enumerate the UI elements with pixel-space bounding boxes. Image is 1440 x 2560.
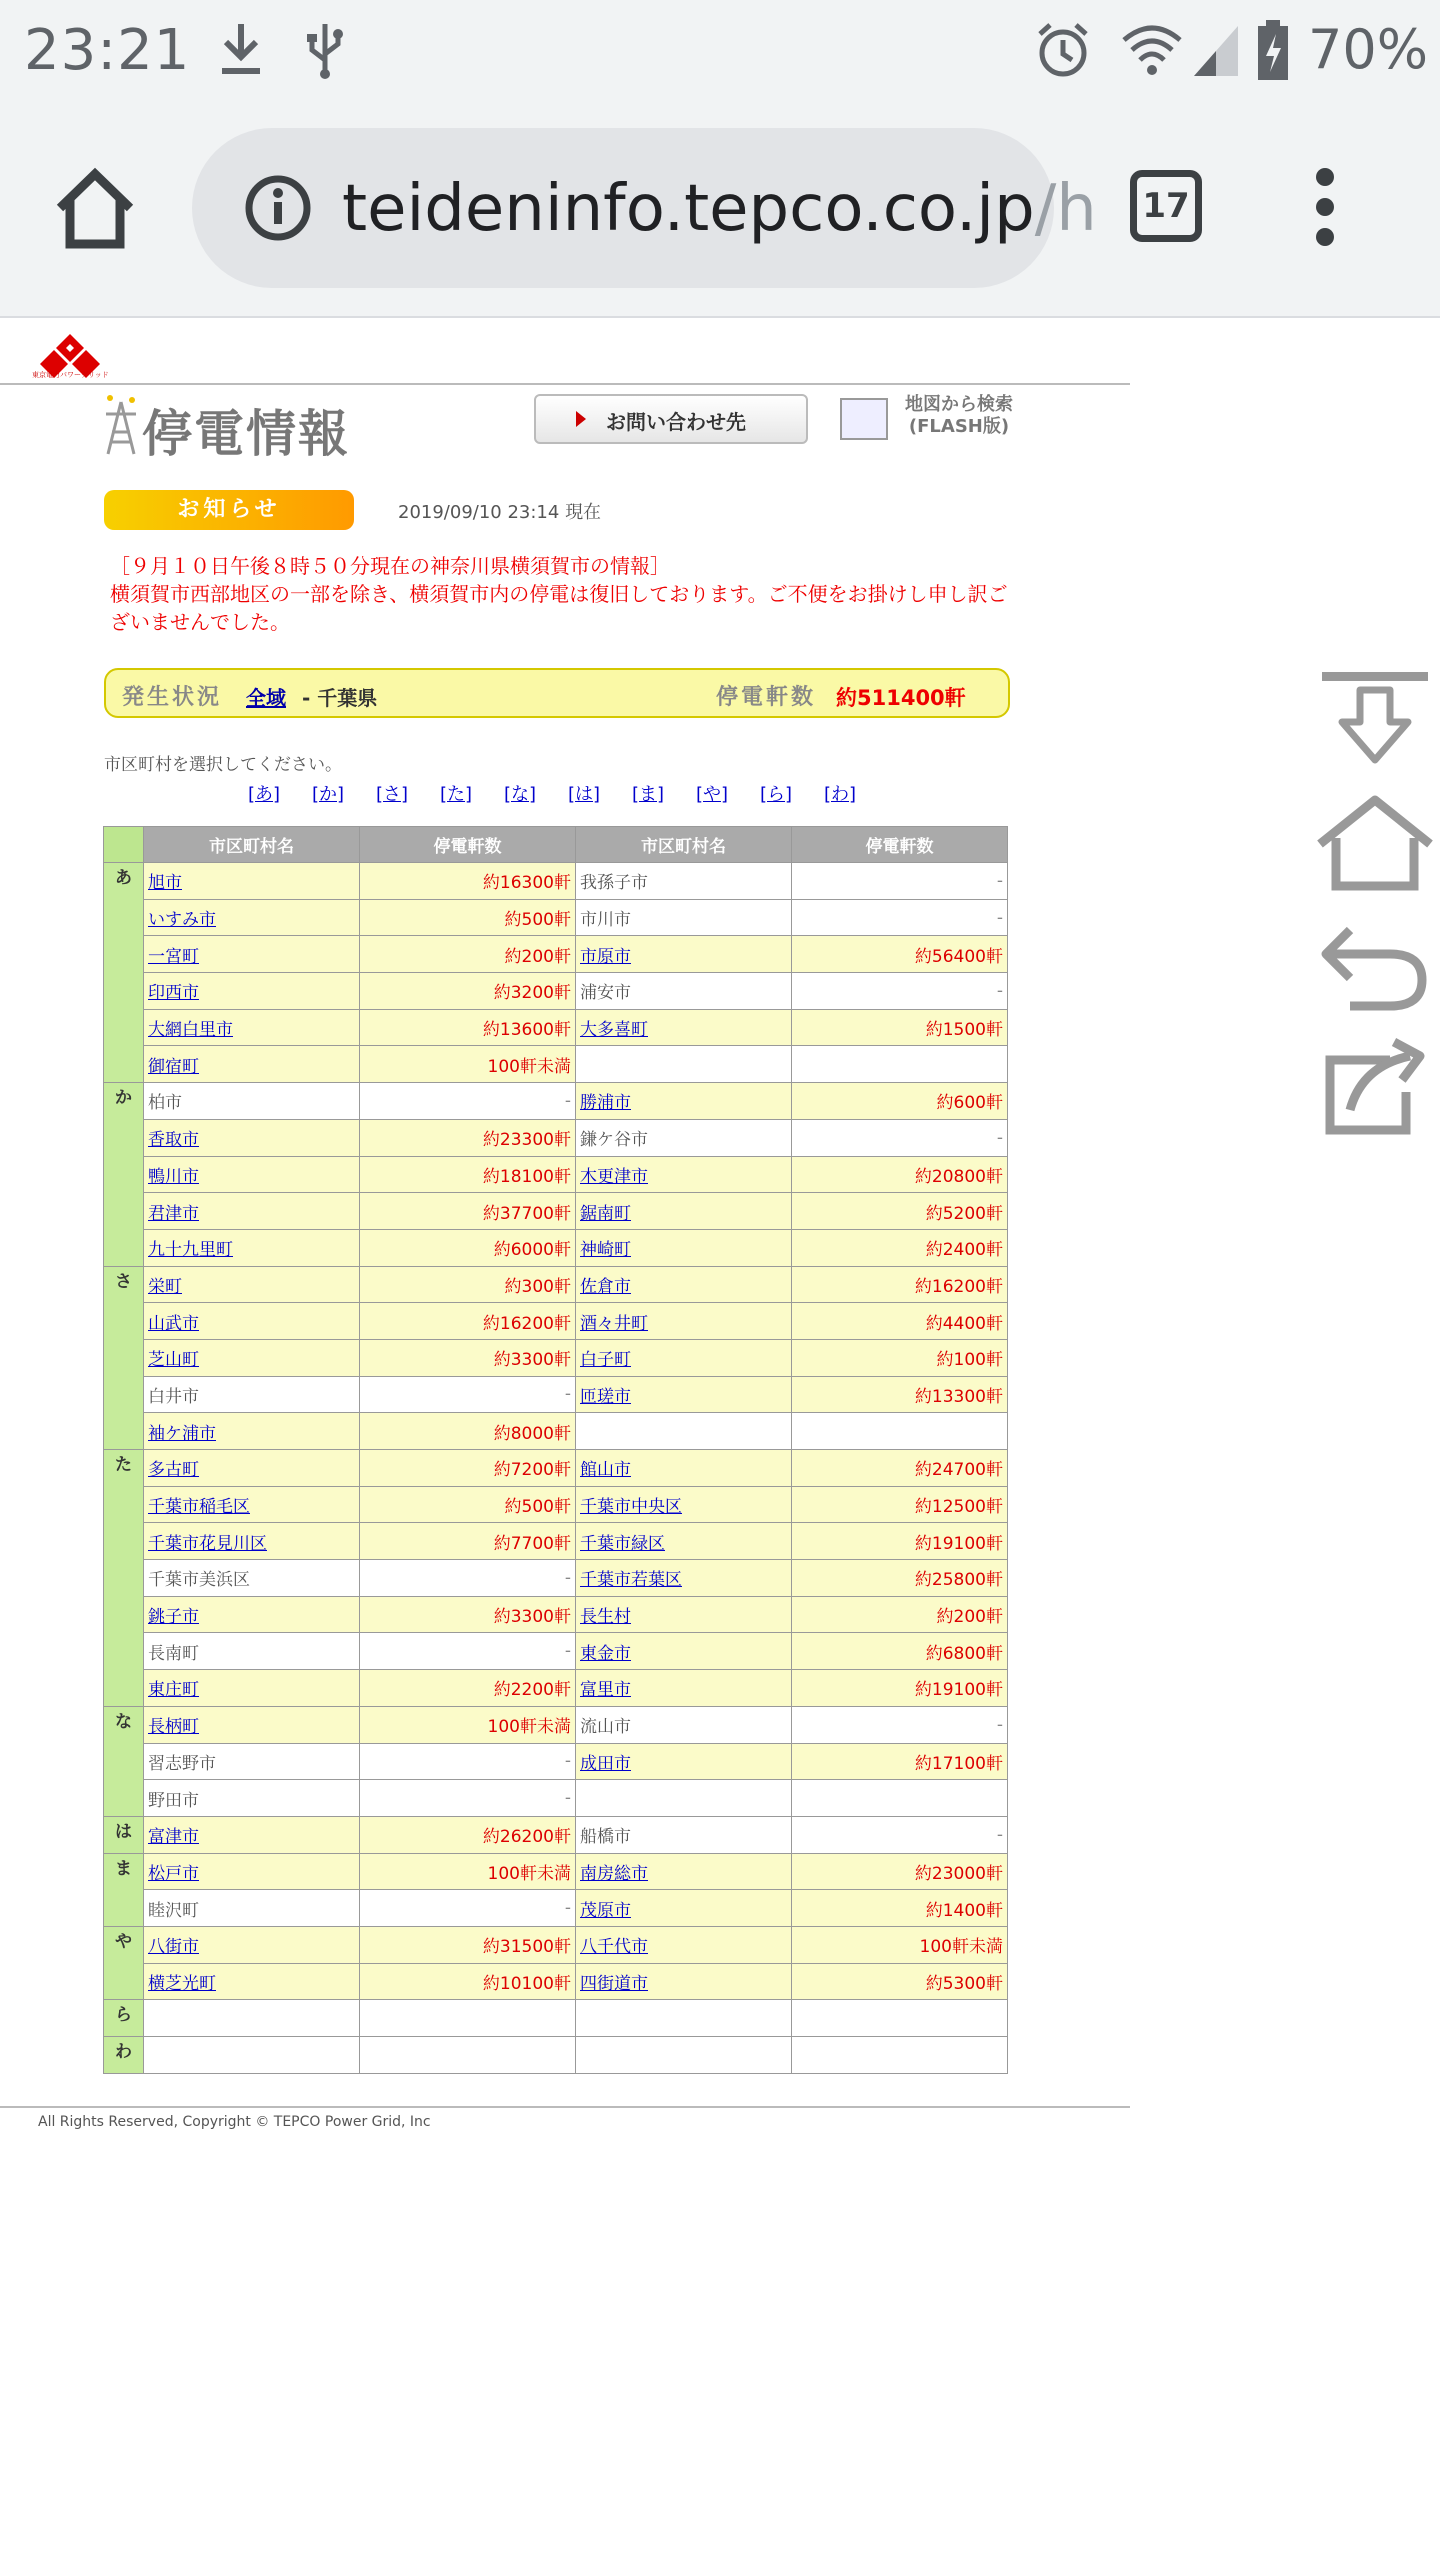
scroll-top-icon[interactable] [1310,660,1440,770]
outage-count: 約6000軒 [360,1229,576,1266]
outage-count: 約200軒 [360,936,576,973]
outage-count: 約10100軒 [360,1963,576,2000]
outage-count: 約500軒 [360,899,576,936]
municipality-link[interactable]: 千葉市稲毛区 [148,1497,250,1518]
municipality-name [144,1083,360,1120]
municipality-name[interactable] [144,1046,360,1083]
outage-count: 約18100軒 [360,1156,576,1193]
outage-count: - [792,1706,1008,1743]
outage-count: 約2400軒 [792,1229,1008,1266]
municipality-link[interactable]: 木更津市 [580,1166,648,1187]
outage-count: - [360,1743,576,1780]
municipality-text: 千葉市美浜区 [148,1570,250,1591]
outage-count [792,2037,1008,2074]
municipality-name[interactable] [576,1963,792,2000]
outage-count: - [360,1633,576,1670]
share-icon[interactable] [1310,1030,1440,1140]
outage-count: - [360,1083,576,1120]
municipality-link[interactable]: 君津市 [148,1203,199,1224]
municipality-name[interactable] [576,1303,792,1340]
table-row [104,1706,1008,1743]
menu-icon[interactable] [1310,168,1340,248]
outage-count: 約5300軒 [792,1963,1008,2000]
municipality-name [576,899,792,936]
municipality-name[interactable] [576,1229,792,1266]
outage-count: 約31500軒 [360,1926,576,1963]
municipality-link[interactable]: 芝山町 [148,1350,199,1371]
outage-count: 約13600軒 [360,1009,576,1046]
municipality-link[interactable]: 九十九里町 [148,1240,233,1261]
outage-count: 約19100軒 [792,1670,1008,1707]
municipality-name[interactable] [144,1229,360,1266]
notice-date: 2019/09/10 23:14 現在 [398,502,602,523]
page-title: 停電情報 [102,390,382,460]
kana-group-label: は [104,1816,144,1853]
table-row [104,2000,1008,2037]
outage-count: - [360,1780,576,1817]
table-row [104,899,1008,936]
table-row [104,1633,1008,1670]
header-divider [0,383,1130,385]
table-row [104,1963,1008,2000]
kana-link[interactable]: [わ] [824,784,857,805]
all-area-link[interactable]: 全域 [246,686,286,710]
municipality-name [144,1743,360,1780]
municipality-name[interactable] [576,1596,792,1633]
notice-badge: お知らせ [104,490,354,530]
municipality-name [144,1890,360,1927]
outage-count: 約3300軒 [360,1596,576,1633]
municipality-link[interactable]: 横芝光町 [148,1973,216,1994]
table-row [104,1119,1008,1156]
table-row [104,1596,1008,1633]
municipality-name[interactable] [576,1523,792,1560]
outage-count [360,2000,576,2037]
municipality-link[interactable]: 神崎町 [580,1240,631,1261]
kana-link[interactable]: [な] [504,784,537,805]
usb-icon [300,20,350,80]
kana-group-label: わ [104,2037,144,2074]
municipality-name[interactable] [144,899,360,936]
municipality-name [576,2037,792,2074]
outage-count: 約23300軒 [360,1119,576,1156]
municipality-link[interactable]: 印西市 [148,983,199,1004]
table-row [104,973,1008,1010]
outage-count [792,1413,1008,1450]
header-corner [104,827,144,863]
municipality-text: 柏市 [148,1093,182,1114]
table-row [104,1303,1008,1340]
municipality-name [144,2000,360,2037]
municipality-link[interactable]: 鴨川市 [148,1166,199,1187]
signal-icon [1190,20,1242,80]
municipality-text: 睦沢町 [148,1900,199,1921]
info-icon[interactable] [244,174,312,242]
municipality-name[interactable] [144,1009,360,1046]
municipality-name[interactable] [576,1926,792,1963]
municipality-link[interactable]: 旭市 [148,873,182,894]
outage-count: 約37700軒 [360,1193,576,1230]
header-name-2: 市区町村名 [576,827,792,863]
municipality-name[interactable] [144,1706,360,1743]
outage-count: 約5200軒 [792,1193,1008,1230]
municipality-name[interactable] [144,1963,360,2000]
municipality-name[interactable] [576,1853,792,1890]
municipality-name [576,1816,792,1853]
outage-count: 約12500軒 [792,1486,1008,1523]
municipality-name [144,1560,360,1597]
outage-count: - [360,1890,576,1927]
municipality-name[interactable] [576,1266,792,1303]
municipality-name [576,1780,792,1817]
municipality-name[interactable] [576,1560,792,1597]
kana-group-label: な [104,1706,144,1816]
kana-link[interactable]: [あ] [248,784,281,805]
municipality-link[interactable]: 千葉市緑区 [580,1533,665,1554]
outage-count: 100軒未満 [360,1706,576,1743]
municipality-link[interactable]: 茂原市 [580,1900,631,1921]
table-row [104,1376,1008,1413]
municipality-link[interactable]: 八千代市 [580,1937,648,1958]
kana-link[interactable]: [ら] [760,784,793,805]
table-row [104,1229,1008,1266]
logo-text: 東京電力パワーグリッド [32,371,109,379]
table-row [104,1853,1008,1890]
total-count: 約511400軒 [836,686,966,710]
outage-count: 約24700軒 [792,1450,1008,1487]
municipality-link[interactable]: 千葉市中央区 [580,1497,682,1518]
municipality-name[interactable] [576,1009,792,1046]
municipality-name[interactable] [144,1303,360,1340]
municipality-name [144,2037,360,2074]
municipality-name[interactable] [576,1339,792,1376]
outage-count: - [792,973,1008,1010]
table-row [104,1780,1008,1817]
municipality-name[interactable] [144,1523,360,1560]
municipality-link[interactable]: 富津市 [148,1827,199,1848]
map-search-link[interactable]: 地図から検索 (FLASH版) [840,392,1020,448]
municipality-text: 野田市 [148,1790,199,1811]
kana-group-label: か [104,1083,144,1266]
municipality-link[interactable]: 鋸南町 [580,1203,631,1224]
kana-index [248,780,888,806]
municipality-link[interactable]: 御宿町 [148,1056,199,1077]
municipality-link[interactable]: 大多喜町 [580,1020,648,1041]
outage-count: 約200軒 [792,1596,1008,1633]
municipality-name [576,1413,792,1450]
municipality-link[interactable]: 東庄町 [148,1680,199,1701]
outage-count [792,1046,1008,1083]
prefecture-label: - 千葉県 [302,686,378,710]
municipality-name[interactable] [144,1156,360,1193]
outage-count: 約3300軒 [360,1339,576,1376]
status-time: 23:21 [24,18,191,83]
municipality-name [576,863,792,900]
table-row [104,1413,1008,1450]
municipality-name [144,1376,360,1413]
outage-count: 約16300軒 [360,863,576,900]
outage-count: - [360,1376,576,1413]
table-row [104,2037,1008,2074]
municipality-name [576,973,792,1010]
municipality-name [576,1119,792,1156]
table-row [104,1046,1008,1083]
municipality-link[interactable]: 栄町 [148,1276,182,1297]
municipality-link[interactable]: 酒々井町 [580,1313,648,1334]
municipality-name[interactable] [144,973,360,1010]
outage-count: 約100軒 [792,1339,1008,1376]
table-row [104,1266,1008,1303]
table-row [104,1083,1008,1120]
municipality-name[interactable] [144,863,360,900]
municipality-name [576,1046,792,1083]
header-count-1: 停電軒数 [360,827,576,863]
tab-switcher-button[interactable]: 17 [1130,170,1202,242]
outage-count: 約13300軒 [792,1376,1008,1413]
status-label: 発生状況 [122,685,223,710]
outage-count: 約7700軒 [360,1523,576,1560]
outage-count: 100軒未満 [360,1853,576,1890]
outage-count: 約6800軒 [792,1633,1008,1670]
map-thumbnail-icon [840,398,888,440]
outage-count: 約25800軒 [792,1560,1008,1597]
municipality-link[interactable]: 市原市 [580,946,631,967]
municipality-link[interactable]: いすみ市 [148,910,216,931]
municipality-link[interactable]: 佐倉市 [580,1276,631,1297]
back-icon[interactable] [1310,910,1440,1020]
municipality-name[interactable] [576,1450,792,1487]
municipality-link[interactable]: 大網白里市 [148,1020,233,1041]
table-row [104,1560,1008,1597]
outage-count: 約20800軒 [792,1156,1008,1193]
kana-link[interactable]: [や] [696,784,729,805]
municipality-link[interactable]: 白子町 [580,1350,631,1371]
outage-count: 約16200軒 [360,1303,576,1340]
outage-count: 約4400軒 [792,1303,1008,1340]
alarm-icon [1034,20,1092,80]
browser-toolbar [0,100,1440,318]
table-row [104,1339,1008,1376]
municipality-link[interactable]: 多古町 [148,1460,199,1481]
footer-divider [0,2106,1130,2108]
notice-message: ［９月１０日午後８時５０分現在の神奈川県横須賀市の情報］ 横須賀市西部地区の一部を除き、横須賀市内の停電は復旧しております。ご不便をお掛けし申し訳ございませんでした。 [110,554,1008,634]
kana-group-label: や [104,1926,144,1999]
kana-group-label: ら [104,2000,144,2037]
municipality-name[interactable] [144,1193,360,1230]
municipality-text: 鎌ケ谷市 [580,1130,648,1151]
count-label: 停電軒数 [716,685,817,710]
table-row [104,1926,1008,1963]
copyright: All Rights Reserved, Copyright © TEPCO Power Grid, Inc [38,2114,431,2130]
municipality-link[interactable]: 長柄町 [148,1717,199,1738]
municipality-text: 流山市 [580,1717,631,1738]
municipality-text: 白井市 [148,1386,199,1407]
table-row [104,1009,1008,1046]
municipality-table [103,826,1008,2074]
table-row [104,1670,1008,1707]
contact-button[interactable]: お問い合わせ先 [534,394,808,444]
table-row [104,936,1008,973]
municipality-name[interactable] [144,1853,360,1890]
municipality-name[interactable] [144,1670,360,1707]
municipality-name [576,1706,792,1743]
header-count-2: 停電軒数 [792,827,1008,863]
municipality-link[interactable]: 千葉市若葉区 [580,1570,682,1591]
municipality-link[interactable]: 松戸市 [148,1863,199,1884]
outage-count: 約3200軒 [360,973,576,1010]
municipality-name[interactable] [144,1450,360,1487]
kana-group-label: あ [104,863,144,1083]
table-row [104,1193,1008,1230]
outage-count: 約19100軒 [792,1523,1008,1560]
table-row [104,1486,1008,1523]
outage-count: 約17100軒 [792,1743,1008,1780]
municipality-name[interactable] [144,1816,360,1853]
outage-count: - [792,1119,1008,1156]
municipality-name[interactable] [576,936,792,973]
municipality-link[interactable]: 八街市 [148,1937,199,1958]
municipality-name[interactable] [144,1596,360,1633]
municipality-text: 習志野市 [148,1753,216,1774]
outage-count: 約8000軒 [360,1413,576,1450]
municipality-link[interactable]: 袖ケ浦市 [148,1423,216,1444]
municipality-link[interactable]: 四街道市 [580,1973,648,1994]
kana-link[interactable]: [ま] [632,784,665,805]
outage-count [360,2037,576,2074]
table-row [104,1450,1008,1487]
municipality-name[interactable] [576,1156,792,1193]
battery-icon [1256,20,1290,82]
outage-count: - [792,899,1008,936]
municipality-name[interactable] [576,1376,792,1413]
table-row [104,1816,1008,1853]
municipality-link[interactable]: 一宮町 [148,946,199,967]
outage-count: - [360,1560,576,1597]
download-icon [214,20,268,80]
municipality-name[interactable] [144,1339,360,1376]
kana-link[interactable]: [さ] [376,784,409,805]
municipality-name[interactable] [576,1486,792,1523]
home-icon[interactable] [52,166,138,252]
wifi-icon [1120,20,1184,80]
home-icon[interactable] [1310,790,1440,900]
municipality-link[interactable]: 千葉市花見川区 [148,1533,267,1554]
table-row [104,1890,1008,1927]
municipality-name [144,1633,360,1670]
municipality-text: 浦安市 [580,983,631,1004]
municipality-link[interactable]: 勝浦市 [580,1093,631,1114]
battery-percent: 70% [1308,18,1429,81]
outage-count: - [792,1816,1008,1853]
kana-link[interactable]: [か] [312,784,345,805]
outage-count: 約600軒 [792,1083,1008,1120]
web-page [0,318,1440,2560]
outage-count: 約16200軒 [792,1266,1008,1303]
outage-count: 約1500軒 [792,1009,1008,1046]
pylon-icon [102,392,140,456]
municipality-name[interactable] [576,1193,792,1230]
outage-count: 約56400軒 [792,936,1008,973]
kana-link[interactable]: [た] [440,784,473,805]
municipality-text: 我孫子市 [580,873,648,894]
municipality-text: 船橋市 [580,1827,631,1848]
arrow-right-icon [576,411,586,427]
municipality-name[interactable] [576,1670,792,1707]
outage-count [792,2000,1008,2037]
outage-count: 100軒未満 [360,1046,576,1083]
table-row [104,1743,1008,1780]
table-row [104,863,1008,900]
municipality-name[interactable] [144,936,360,973]
outage-count: 約7200軒 [360,1450,576,1487]
municipality-link[interactable]: 南房総市 [580,1863,648,1884]
kana-group-label: ま [104,1853,144,1926]
municipality-link[interactable]: 銚子市 [148,1607,199,1628]
municipality-name[interactable] [576,1633,792,1670]
municipality-text: 長南町 [148,1643,199,1664]
municipality-name[interactable] [576,1890,792,1927]
municipality-link[interactable]: 成田市 [580,1753,631,1774]
outage-count: 約1400軒 [792,1890,1008,1927]
outage-count: 約23000軒 [792,1853,1008,1890]
kana-group-label: さ [104,1266,144,1449]
outage-count: 100軒未満 [792,1926,1008,1963]
outage-count [792,1780,1008,1817]
outage-count: 約500軒 [360,1486,576,1523]
municipality-name [144,1780,360,1817]
municipality-name[interactable] [144,1926,360,1963]
municipality-link[interactable]: 香取市 [148,1130,199,1151]
municipality-link[interactable]: 山武市 [148,1313,199,1334]
table-row [104,1156,1008,1193]
status-bar [0,0,1440,100]
outage-count: 約26200軒 [360,1816,576,1853]
outage-count: 約2200軒 [360,1670,576,1707]
municipality-name[interactable] [144,1266,360,1303]
municipality-link[interactable]: 匝瑳市 [580,1386,631,1407]
municipality-name[interactable] [144,1119,360,1156]
municipality-link[interactable]: 富里市 [580,1680,631,1701]
address-bar[interactable] [192,128,1097,288]
kana-group-label: た [104,1450,144,1707]
municipality-link[interactable]: 長生村 [580,1607,631,1628]
table-row [104,1523,1008,1560]
municipality-name[interactable] [144,1413,360,1450]
municipality-link[interactable]: 館山市 [580,1460,631,1481]
url-text[interactable]: teideninfo.tepco.co.jp/h [342,172,1097,246]
select-instruction: 市区町村を選択してください。 [104,755,342,775]
municipality-link[interactable]: 東金市 [580,1643,631,1664]
municipality-name[interactable] [576,1743,792,1780]
outage-count: - [792,863,1008,900]
kana-link[interactable]: [は] [568,784,601,805]
outage-summary [104,668,1010,718]
outage-count: 約300軒 [360,1266,576,1303]
municipality-text: 市川市 [580,910,631,931]
header-name-1: 市区町村名 [144,827,360,863]
municipality-name[interactable] [144,1486,360,1523]
municipality-name [576,2000,792,2037]
municipality-name[interactable] [576,1083,792,1120]
